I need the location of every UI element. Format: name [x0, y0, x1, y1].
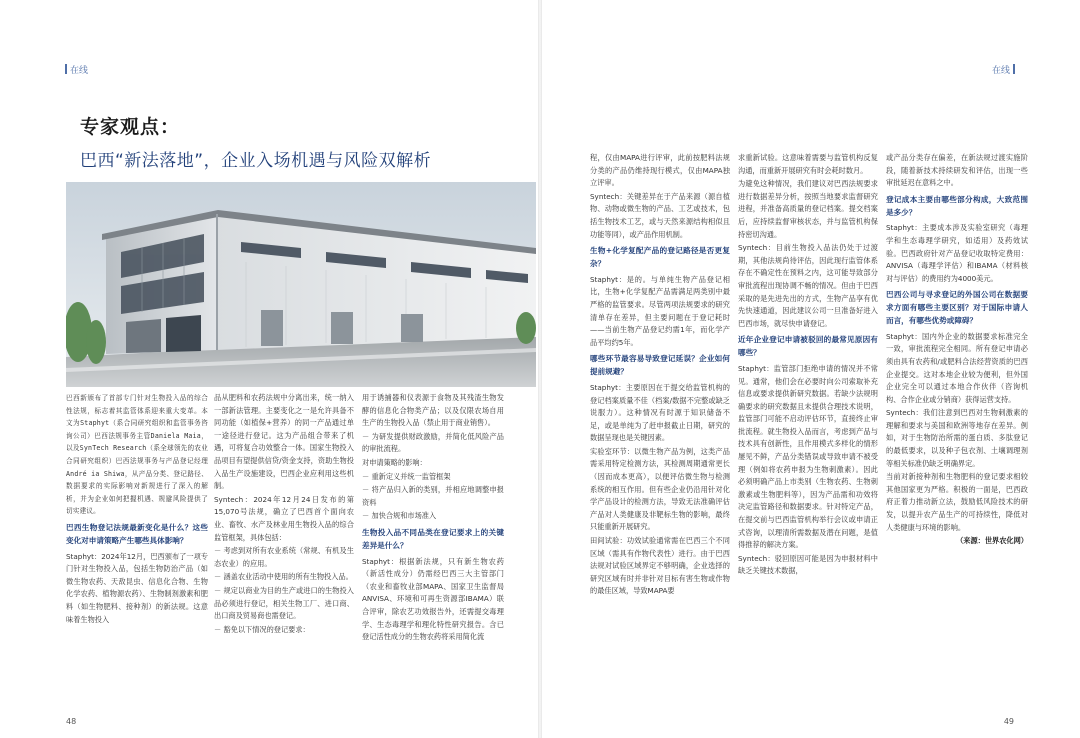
bullet-item: － 加快合规和市场准入	[362, 511, 437, 521]
paragraph: Staphyt：2024年12月，巴西颁布了一项专门针对生物投入品，包括生物防治产品（如微生物农药、天敌昆虫、信息化合物、生物化学农药、植物源农药）、生物制剂激素和肥料（如生物肥料、接种剂）的新法规。这意味着生物投入	[66, 551, 208, 624]
left-column-3	[362, 392, 504, 645]
page-number-left: 48	[66, 717, 77, 726]
question-heading: 近年企业登记申请被驳回的最常见原因有哪些？	[738, 335, 878, 358]
paragraph: Syntech：关键差异在于产品来源（源自植物、动物或微生物的产品、工艺或技术，包括生物技术工艺，或与天然来源结构相似且功能等同），或产品作用机制。	[590, 191, 730, 239]
bullet-item: － 重新定义并统一监管框架	[362, 471, 451, 481]
right-page	[542, 0, 1080, 738]
section-tag-right: 在线	[992, 63, 1018, 76]
paragraph: Staphyt：国内外企业的数据要求标准完全一致，审批流程完全相同。所有登记申请必须由具有农药和/或肥料合法经营资质的巴西企业提交。这对本地企业较为便利，但外国企业完全可以通过本地合作伙伴（咨询机构、合作企业或分销商）获得运营支持。	[886, 331, 1028, 404]
paragraph: Syntech：我们注意到巴西对生物刺激素的理解和要求与美国和欧洲等地存在差异。例如，对于生物防治所需的蛋白质、多肽登记的最低要求，以及种子包衣剂、土壤调理剂等相关标准仍缺乏明确界定。	[886, 408, 1028, 468]
paragraph: Syntech：目前生物投入品法仍处于过渡期，其他法规尚待评估，因此现行监管体系存在不确定性在预料之内，这可能导致部分审批流程出现协调不畅的情况。但由于巴西采取的是先进先出的方式，生物产品享有优先快速通道，因此建议公司一旦准备好进入巴西市场，就尽快申请登记。	[738, 243, 878, 328]
paragraph: 当前对新接种剂和生物肥料的登记要求相较其他国家更为严格。积极的一面是，巴西政府正着力推动新立法，鼓励低风险技术的研发，以提升农产品生产的可持续性，降低对人类健康与环境的影响。	[886, 472, 1028, 532]
question-heading: 哪些环节最容易导致登记延误？企业如何提前规避？	[590, 354, 730, 377]
paragraph: 或产品分类存在偏差，在新法规过渡实施阶段，随着新技术持续研发和评估，出现一些审批延迟在意料之中。	[886, 153, 1028, 188]
paragraph: 田间试验：功效试验通常需在巴西三个不同区域（需具有作物代表性）进行。由于巴西法规对试验区域界定不够明确，企业选择的研究区域有时并非针对目标有害生物或作物的最佳区域，导致MAPA要	[590, 536, 730, 596]
paragraph: Staphyt：主要成本涉及实验室研究（毒理学和生态毒理学研究，如适用）及药效试验。巴西政府针对产品登记收取特定费用：ANVISA（毒理学评估）和IBAMA（材料核对与评估）的费用约为4000美元。	[886, 223, 1028, 283]
paragraph: Syntech：2024年12月24日发布的第15,070号法规，确立了巴西首个面向农业、畜牧、水产及林业用生物投入品的综合监管框架，具体包括：	[214, 494, 354, 542]
left-page	[0, 0, 538, 738]
right-column-1	[590, 152, 730, 599]
paragraph: Staphyt：主要原因在于提交给监管机构的登记档案质量不佳（档案/数据不完整或缺乏说服力）。这种情况有时源于知识储备不足，或是单纯为了赶申报截止日期，研究的数据呈现也是关键因素。	[590, 382, 730, 443]
bullet-item: － 豁免以下情况的登记要求：	[214, 624, 310, 634]
factory-building-photo	[66, 182, 536, 387]
factory-building-illustration	[66, 182, 536, 387]
section-bar-icon	[65, 64, 67, 74]
bullet-item: － 规定以商业为目的生产或进口的生物投入品必须进行登记，相关生物工厂、进口商、出口商及贸易商也需登记。	[214, 585, 354, 621]
question-heading: 登记成本主要由哪些部分构成，大致范围是多少？	[886, 194, 1028, 217]
bullet-item: － 为研发提供财政激励，并简化低风险产品的审批流程。	[362, 431, 504, 454]
paragraph: 对申请策略的影响：	[362, 457, 427, 467]
question-heading: 巴西公司与寻求登记的外国公司在数据要求方面有哪些主要区别？对于国际申请人而言，有哪些优势或障碍？	[886, 290, 1028, 325]
left-column-1	[66, 392, 208, 627]
right-column-2	[738, 152, 878, 579]
paragraph: 用于诱捕器和仪表源于食物及其残渣生物发酵的信息化合物类产品；以及仅限农场自用生产的生物投入品（禁止用于商业销售）。	[362, 393, 504, 428]
article-subtitle: 巴西“新法落地”，企业入场机遇与风险双解析	[80, 151, 432, 171]
paragraph: 程，仅由MAPA进行评审，此前按肥料法规分类的产品仍维持现行模式，仅由MAPA独立评审。	[590, 153, 730, 188]
article-intro: 巴西新颁布了首部专门针对生物投入品的综合性法规，标志着其监管体系迎来重大变革。本文为Staphyt（系合同研究组织和监管事务咨询公司）巴西法规事务主管Daniela Maia，以及SynTech Research（系全球领先的农业合同研究组织）巴西法规事务与产品登记经理André ia Shiwa，从产品分类、登记路径、数据要求的实际影响对新规进行了深入的解析，并为企业如何把握机遇、规避风险提供了切实建议。	[66, 394, 208, 516]
paragraph: Staphyt：根据新法规，只有新生物农药（新活性成分）仍需经巴西三大主管部门（农业和畜牧业部MAPA、国家卫生监督局ANVISA、环境和可再生资源部IBAMA）联合评审，除农艺功效报告外，还需提交毒理学、生态毒理学和理化特性研究报告。含已登记活性成分的生物农药将采用简化流	[362, 556, 504, 642]
left-column-2	[214, 392, 354, 637]
paragraph: Staphyt：是的。与单纯生物产品登记相比，生物+化学复配产品需满足两类别中最严格的监管要求。尽管两项法规要求的研究清单存在差异，但主要问题在于登记耗时——当前生物产品登记约需1年，而化学产品平均约5年。	[590, 274, 730, 347]
section-tag-left: 在线	[62, 63, 88, 76]
bullet-item: － 考虑到对所有农业系统（常规、有机及生态农业）的应用。	[214, 546, 354, 568]
question-heading: 巴西生物登记法规最新变化是什么？这些变化对申请策略产生哪些具体影响？	[66, 522, 208, 545]
right-column-3	[886, 152, 1028, 549]
paragraph: 为避免这种情况，我们建议对巴西法规要求进行数据差异分析，按照当地要求监督研究进程，并准备高质量的登记档案。提交档案后，应持续监督审核状态，并与监管机构保持密切沟通。	[738, 179, 878, 239]
paragraph: 求重新试验。这意味着需要与监管机构反复沟通，而重新开展研究有时会耗时数月。	[738, 153, 878, 175]
article-source: （来源：世界农化网）	[956, 536, 1028, 546]
paragraph: 实验室环节：以微生物产品为例，这类产品需采用特定检测方法，其检测周期通常更长（因而成本更高），以便评估微生物与检测系统的相互作用。但有些企业仍沿用针对化学产品设计的检测方法，导致无法准确评估产品对人类健康及非靶标生物的影响，最终只能重新开展研究。	[590, 446, 730, 532]
paragraph: 品从肥料和农药法规中分离出来，统一纳入一部新法管理。主要变化之一是允许具备不同功能（如植保+营养）的同一产品通过单一途径进行登记。这为产品组合带来了机遇，可将复合功效整合一体。国家生物投入品项目有望提供信贷/资金支持，资助生物投入品生产设施建设，巴西企业应利用这些机制。	[214, 393, 354, 491]
paragraph: Staphyt：监管部门拒绝申请的情况并不常见。通常，他们会在必要时向公司索取补充信息或要求提供新研究数据。若缺少法规明确要求的研究数据且未提供合理技术说明，监管部门可能不启动评估环节，直接终止审批流程。就生物投入品而言，考虑到产品与技术具有创新性，且作用模式多样化的情形屡见不鲜，产品分类错误或导致申请不被受理（例如将农药申报为生物刺激素）。因此必须明确产品上市类别（生物农药、生物刺激素或生物肥料等），因为产品需和功效将决定监管路径和数据要求。针对特定产品，在提交前与巴西监管机构举行会议或申请正式咨询，以理清所需数据及潜在问题，是值得推荐的解决方案。	[738, 363, 878, 550]
bullet-item: － 涵盖农业活动中使用的所有生物投入品。	[214, 572, 353, 582]
paragraph: Syntech：驳回原因可能是因为申报材料中缺乏关键技术数据，	[738, 553, 878, 576]
page-number-right: 49	[1003, 717, 1014, 726]
article-title: 专家观点：	[80, 116, 181, 138]
section-bar-icon	[1013, 64, 1015, 74]
question-heading: 生物+化学复配产品的登记路径是否更复杂？	[590, 246, 730, 268]
question-heading: 生物投入品不同品类在登记要求上的关键差异是什么？	[362, 527, 504, 550]
bullet-item: － 将产品归入新的类别，并相应地调整申报资料	[362, 485, 504, 507]
